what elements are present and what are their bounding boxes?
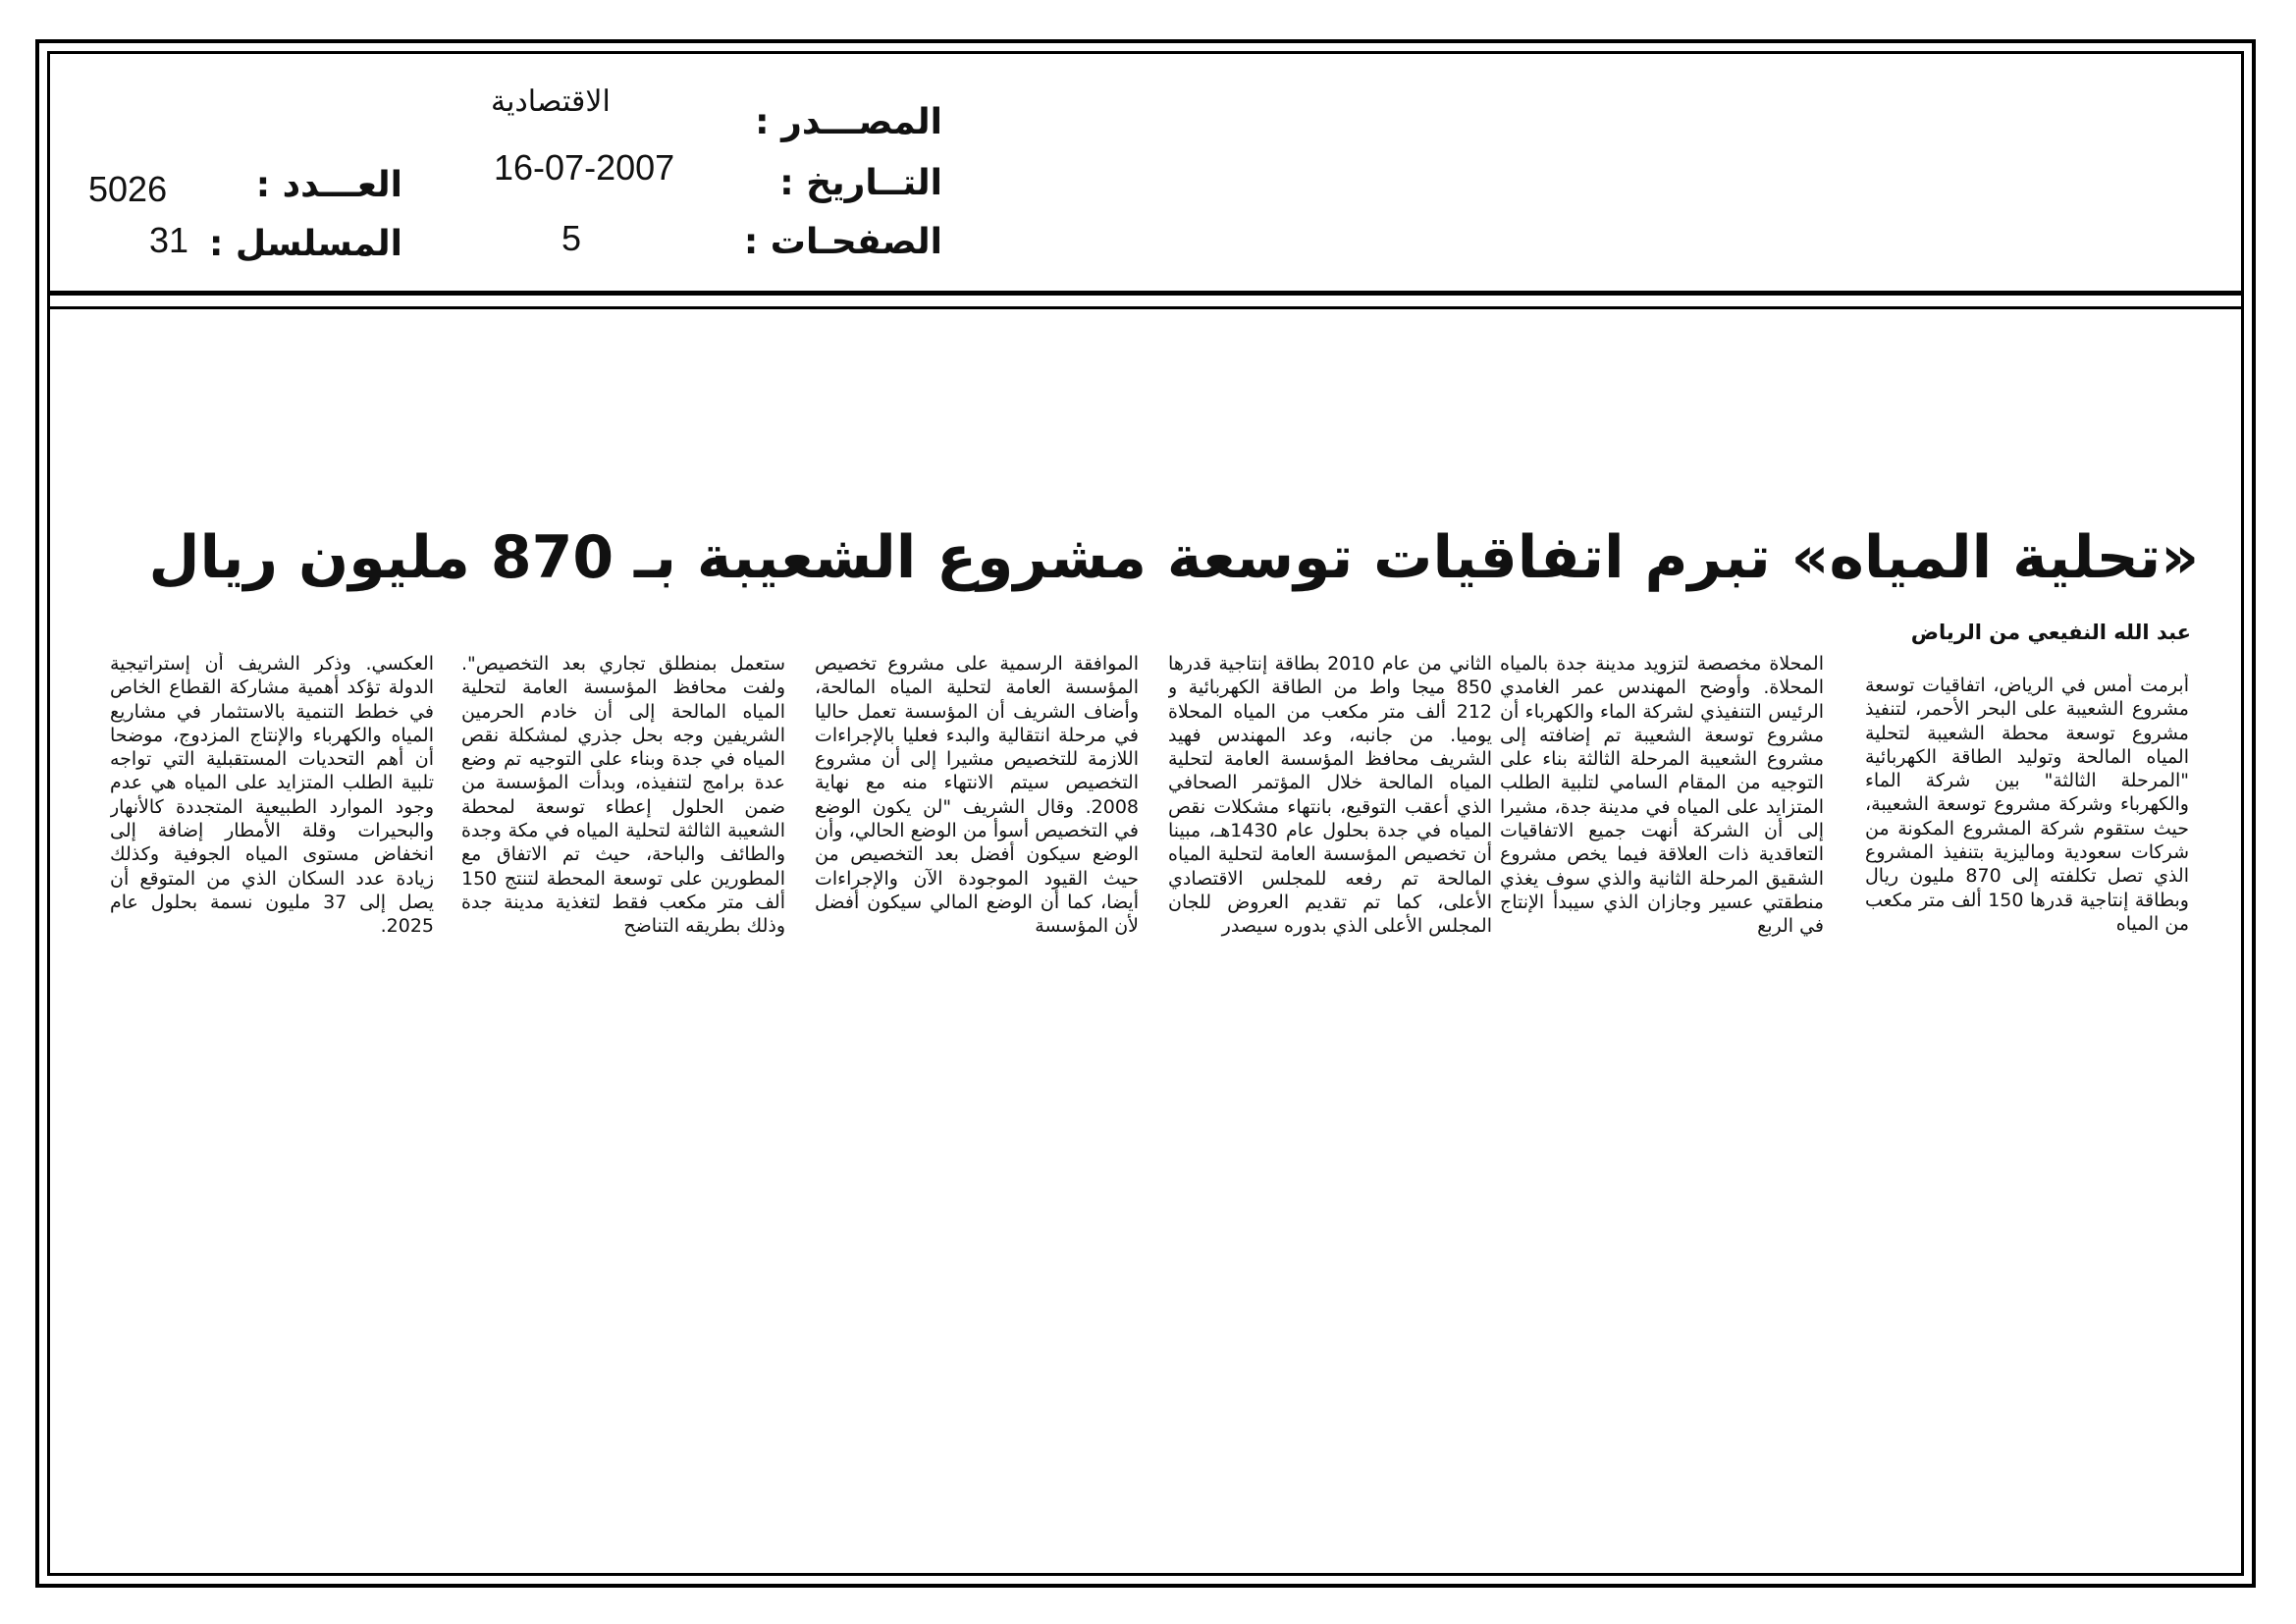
column-text: العكسي. وذكر الشريف أن إستراتيجية الدولة تؤكد أهمية مشاركة القطاع الخاص في خطط التنمية بالاستثمار في مشاريع المياه والكهرباء والإنتاج المزدوج، موضحا أن أهم التحديات المستقبلية التي تواجه تلبية الطلب المتزايد على المياه هي عدم وجود الموارد الطبيعية المتجددة كالأنهار والبحيرات وقلة الأمطار إضافة إلى انخفاض مستوى المياه الجوفية وكذلك زيادة عدد السكان الذي من المتوقع أن يصل إلى 37 مليون نسمة بحلول عام 2025. <box>110 653 434 938</box>
source-label: المصـــدر : <box>755 102 942 142</box>
article-column-3 <box>1168 652 1492 1005</box>
date-label: التــاريخ : <box>779 163 942 203</box>
serial-value: 31 <box>149 220 189 260</box>
article-column-6 <box>110 652 434 1005</box>
article-column-2 <box>1500 652 1824 1005</box>
column-text: ستعمل بمنطلق تجاري بعد التخصيص". ولفت محافظ المؤسسة العامة لتحلية المياه المالحة إلى أن خادم الحرمين الشريفين وجه بحل جذري لمشكلة نقص المياه في جدة وبناء على التوجيه تم وضع عدة برامج لتنفيذه، وبدأت المؤسسة من ضمن الحلول إعطاء توسعة لمحطة الشعيبة الثالثة لتحلية المياه في مكة وجدة والطائف والباحة، حيث تم الاتفاق مع المطورين على توسعة المحطة لتنتج 150 ألف متر مكعب فقط لتغذية مدينة جدة وذلك بطريقه التناضح <box>461 653 785 938</box>
pages-value: 5 <box>561 218 582 258</box>
issue-label: العـــدد : <box>255 165 402 205</box>
column-text: أبرمت أمس في الرياض، اتفاقيات توسعة مشروع الشعيبة على البحر الأحمر، لتنفيذ مشروع توسعة محطة الشعيبة لتحلية المياه المالحة وتوليد الطاقة الكهربائية "المرحلة الثالثة" بين شركة الماء والكهرباء وشركة مشروع توسعة الشعيبة، حيث ستقوم شركة المشروع المكونة من شركات سعودية وماليزية بتنفيذ المشروع الذي تصل تكلفته إلى 870 مليون ريال وبطاقة إنتاجية قدرها 150 ألف متر مكعب من المياه <box>1865 675 2189 935</box>
pages-label: الصفحـات : <box>743 222 942 262</box>
header-divider-thin <box>47 306 2244 309</box>
column-text: المحلاة مخصصة لتزويد مدينة جدة بالمياه المحلاة. وأوضح المهندس عمر الغامدي الرئيس التنفيذي لشركة الماء والكهرباء أن مشروع توسعة الشعيبة تم إضافته إلى مشروع الشعيبة المرحلة الثالثة بناء على التوجيه من المقام السامي لتلبية الطلب المتزايد على المياه في مدينة جدة، مشيرا إلى أن الشركة أنهت جميع الاتفاقيات التعاقدية ذات العلاقة فيما يخص مشروع الشقيق المرحلة الثانية والذي سوف يغذي منطقتي عسير وجازان الذي سيبدأ الإنتاج في الربع <box>1500 653 1824 938</box>
article-headline: «تحلية المياه» تبرم اتفاقيات توسعة مشروع الشعيبة بـ 870 مليون ريال <box>148 523 2199 592</box>
column-text: الثاني من عام 2010 بطاقة إنتاجية قدرها 850 ميجا واط من الطاقة الكهربائية و 212 ألف متر مكعب من المياه المحلاة يوميا. من جانبه، وعد المهندس فهيد الشريف محافظ المؤسسة العامة لتحلية المياه المالحة خلال المؤتمر الصحافي الذي أعقب التوقيع، بانتهاء مشكلات نقص المياه في جدة بحلول عام 1430هـ، مبينا أن تخصيص المؤسسة العامة لتحلية المياه المالحة تم رفعه للمجلس الاقتصادي الأعلى، كما تم تقديم العروض للجان المجلس الأعلى الذي بدوره سيصدر <box>1168 653 1492 938</box>
article-column-1 <box>1865 674 2189 1027</box>
source-value: الاقتصادية <box>491 85 611 118</box>
column-text: الموافقة الرسمية على مشروع تخصيص المؤسسة العامة لتحلية المياه المالحة، وأضاف الشريف أن المؤسسة تعمل حاليا في مرحلة انتقالية والبدء فعليا بالإجراءات اللازمة للتخصيص مشيرا إلى أن مشروع التخصيص سيتم الانتهاء منه مع نهاية 2008. وقال الشريف "لن يكون الوضع في التخصيص أسوأ من الوضع الحالي، وأن الوضع سيكون أفضل بعد التخصيص من حيث القيود الموجودة الآن والإجراءات أيضا، كما أن الوضع المالي سيكون أفضل لأن المؤسسة <box>815 653 1139 938</box>
date-value: 16-07-2007 <box>494 147 675 188</box>
serial-label: المسلسل : <box>208 224 402 264</box>
issue-value: 5026 <box>88 169 168 209</box>
article-byline: عبد الله النفيعي من الرياض <box>1910 621 2191 644</box>
header-divider <box>47 291 2244 296</box>
article-column-4 <box>815 652 1139 1005</box>
article-column-5 <box>461 652 785 1005</box>
